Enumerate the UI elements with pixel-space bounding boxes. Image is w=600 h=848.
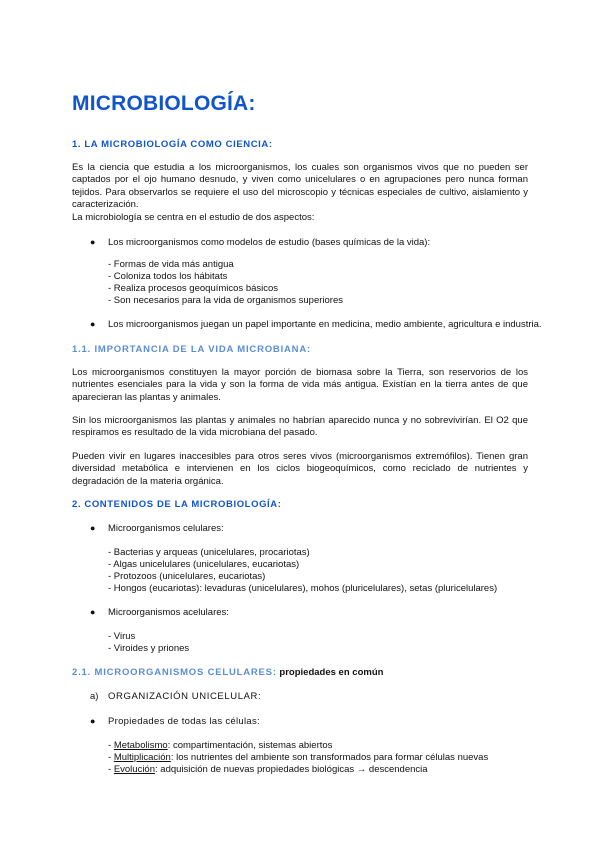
list-item: - Formas de vida más antigua	[108, 259, 234, 270]
section-2-1-subtitle: propiedades en común	[276, 667, 384, 678]
list-item: - Son necesarios para la vida de organismos superiores	[108, 295, 343, 306]
property-dash: -	[108, 740, 114, 751]
property-colon: :	[167, 740, 171, 751]
page-title: MICROBIOLOGÍA:	[72, 92, 256, 115]
section-1-paragraph-2: La microbiología se centra en el estudio de dos aspectos:	[72, 212, 315, 223]
property-term: Multiplicación	[113, 752, 171, 763]
section-2-1-title: 2.1. MICROORGANISMOS CELULARES:	[72, 667, 277, 678]
list-item: - Protozoos (unicelulares, eucariotas)	[108, 571, 266, 582]
section-2-bullet-2: Microorganismos acelulares:	[108, 607, 229, 618]
list-item: - Coloniza todos los hábitats	[108, 271, 228, 282]
list-item: - Viroides y priones	[108, 643, 190, 654]
section-1-1-paragraph-2: Sin los microorganismos las plantas y animales no habrían aparecido nunca y no sobrevivirían. El O2 que respiramos es resultado de la vida microbiana del pasado.	[72, 415, 528, 439]
bullet-icon: ●	[90, 237, 96, 247]
section-1-heading: 1. LA MICROBIOLOGÍA COMO CIENCIA:	[72, 139, 273, 150]
bullet-icon: ●	[90, 716, 96, 726]
section-2-heading: 2. CONTENIDOS DE LA MICROBIOLOGÍA:	[72, 499, 282, 510]
property-term: Evolución	[113, 764, 156, 775]
list-item: - Hongos (eucariotas): levaduras (unicelulares), mohos (pluricelulares), setas (pluricelulares)	[108, 583, 498, 594]
property-description: compartimentación, sistemas abiertos	[170, 740, 333, 751]
list-item: - Algas unicelulares (unicelulares, eucariotas)	[108, 559, 300, 570]
subsection-a-title: ORGANIZACIÓN UNICELULAR:	[108, 691, 262, 702]
section-1-paragraph-1: Es la ciencia que estudia a los microorganismos, los cuales son organismos vivos que no pueden ser captados por el ojo humano desnudo, y viven como unicelulares o en agrupaciones pero nunca forman tejidos. Para observarlos se requiere el uso del microscopio y técnicas especiales de cultivo, aislamiento y caracterización.	[72, 162, 528, 211]
section-2-1-bullet-1: Propiedades de todas las células:	[108, 716, 260, 727]
list-item: - Virus	[108, 631, 136, 642]
section-1-1-paragraph-3: Pueden vivir en lugares inaccesibles para otros seres vivos (microorganismos extremófilos). Tienen gran diversidad metabólica e intervienen en los ciclos biogeoquímicos, como reciclado de nutrientes y degradación de la materia orgánica.	[72, 451, 528, 487]
property-item	[108, 740, 332, 751]
property-item	[108, 752, 488, 763]
section-1-bullet-1: Los microorganismos como modelos de estudio (bases químicas de la vida):	[108, 237, 431, 248]
property-colon: :	[170, 752, 174, 763]
bullet-icon: ●	[90, 607, 96, 617]
bullet-icon: ●	[90, 319, 96, 329]
section-1-1-paragraph-1: Los microorganismos constituyen la mayor porción de biomasa sobre la Tierra, son reservorios de los nutrientes esenciales para la vida y son la forma de vida más antigua. Existían en la tierra antes de que aparecieran las plantas y animales.	[72, 367, 528, 403]
section-2-1-heading	[72, 667, 383, 678]
property-term: Metabolismo	[113, 740, 168, 751]
list-label-a: a)	[90, 691, 99, 702]
property-item	[108, 764, 428, 775]
property-dash: -	[108, 764, 114, 775]
property-dash: -	[108, 752, 114, 763]
section-1-1-heading: 1.1. IMPORTANCIA DE LA VIDA MICROBIANA:	[72, 344, 311, 355]
list-item: - Bacterias y arqueas (unicelulares, procariotas)	[108, 547, 310, 558]
property-colon: :	[155, 764, 158, 775]
property-description: adquisición de nuevas propiedades biológicas → descendencia	[157, 764, 428, 775]
property-description: los nutrientes del ambiente son transformados para formar células nuevas	[173, 752, 489, 763]
bullet-icon: ●	[90, 523, 96, 533]
section-1-bullet-2: Los microorganismos juegan un papel importante en medicina, medio ambiente, agricultura e industria.	[108, 319, 542, 330]
list-item: - Realiza procesos geoquímicos básicos	[108, 283, 279, 294]
section-2-bullet-1: Microorganismos celulares:	[108, 523, 224, 534]
